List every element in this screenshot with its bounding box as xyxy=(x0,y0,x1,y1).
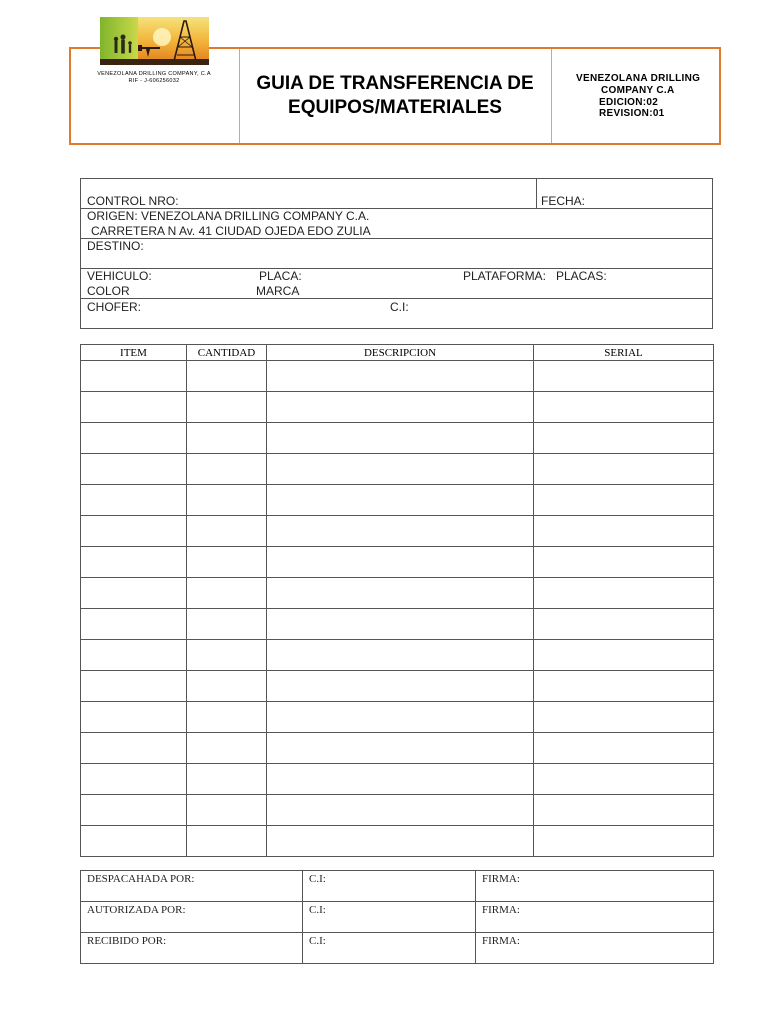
item-cell[interactable] xyxy=(81,392,187,423)
table-row xyxy=(81,392,714,423)
item-cell[interactable] xyxy=(81,702,187,733)
origen-address: CARRETERA N Av. 41 CIUDAD OJEDA EDO ZULIA xyxy=(91,224,371,238)
table-row xyxy=(81,795,714,826)
item-cell[interactable] xyxy=(81,516,187,547)
descripcion-column-header: DESCRIPCION xyxy=(267,345,534,361)
plataforma-label: PLATAFORMA: xyxy=(463,269,546,283)
item-cell[interactable] xyxy=(81,795,187,826)
serial-cell[interactable] xyxy=(534,826,714,857)
header-edition: EDICION:02 xyxy=(599,97,659,108)
cantidad-cell[interactable] xyxy=(187,795,267,826)
vehiculo-label: VEHICULO: xyxy=(87,269,152,283)
items-header-row xyxy=(81,345,714,361)
cantidad-cell[interactable] xyxy=(187,671,267,702)
control-nro-label: CONTROL NRO: xyxy=(87,194,179,208)
header-divider-right xyxy=(551,49,552,143)
serial-cell[interactable] xyxy=(534,423,714,454)
header-company-suffix: COMPANY C.A xyxy=(601,85,675,96)
cantidad-cell[interactable] xyxy=(187,547,267,578)
table-row xyxy=(81,609,714,640)
table-row xyxy=(81,361,714,392)
marca-label: MARCA xyxy=(256,284,300,298)
descripcion-cell[interactable] xyxy=(267,423,534,454)
despachada-firma-field[interactable]: FIRMA: xyxy=(476,871,714,902)
table-row xyxy=(81,733,714,764)
table-row xyxy=(81,578,714,609)
serial-cell[interactable] xyxy=(534,361,714,392)
table-row xyxy=(81,423,714,454)
title-line-1: GUIA DE TRANSFERENCIA DE xyxy=(256,73,534,94)
item-cell[interactable] xyxy=(81,609,187,640)
cantidad-cell[interactable] xyxy=(187,423,267,454)
destino-label: DESTINO: xyxy=(87,239,144,253)
cantidad-cell[interactable] xyxy=(187,640,267,671)
descripcion-cell[interactable] xyxy=(267,485,534,516)
table-row xyxy=(81,454,714,485)
color-label: COLOR xyxy=(87,284,130,298)
table-row xyxy=(81,826,714,857)
cantidad-cell[interactable] xyxy=(187,392,267,423)
serial-cell[interactable] xyxy=(534,392,714,423)
signature-row xyxy=(81,933,714,964)
logo-company-caption: VENEZOLANA DRILLING COMPANY, C.A xyxy=(97,71,211,77)
serial-cell[interactable] xyxy=(534,547,714,578)
descripcion-cell[interactable] xyxy=(267,733,534,764)
fecha-divider xyxy=(536,179,537,209)
info-row-divider xyxy=(81,298,712,299)
items-table xyxy=(80,344,714,857)
serial-cell[interactable] xyxy=(534,671,714,702)
chofer-ci-label: C.I: xyxy=(390,300,409,314)
cantidad-cell[interactable] xyxy=(187,764,267,795)
autorizada-firma-field[interactable]: FIRMA: xyxy=(476,902,714,933)
placas-label: PLACAS: xyxy=(556,269,607,283)
fecha-label: FECHA: xyxy=(541,194,586,208)
signature-row xyxy=(81,871,714,902)
info-row-divider xyxy=(81,268,712,269)
signature-table xyxy=(80,870,714,964)
recibido-firma-field[interactable]: FIRMA: xyxy=(476,933,714,964)
serial-cell[interactable] xyxy=(534,733,714,764)
origen-label: ORIGEN: VENEZOLANA DRILLING COMPANY C.A. xyxy=(87,209,370,223)
item-cell[interactable] xyxy=(81,764,187,795)
cantidad-cell[interactable] xyxy=(187,361,267,392)
item-cell[interactable] xyxy=(81,547,187,578)
item-cell[interactable] xyxy=(81,671,187,702)
item-cell[interactable] xyxy=(81,361,187,392)
serial-cell[interactable] xyxy=(534,764,714,795)
descripcion-cell[interactable] xyxy=(267,609,534,640)
descripcion-cell[interactable] xyxy=(267,702,534,733)
recibido-por-field[interactable]: RECIBIDO POR: xyxy=(81,933,303,964)
serial-cell[interactable] xyxy=(534,516,714,547)
item-cell[interactable] xyxy=(81,578,187,609)
descripcion-cell[interactable] xyxy=(267,578,534,609)
descripcion-cell[interactable] xyxy=(267,795,534,826)
descripcion-cell[interactable] xyxy=(267,640,534,671)
table-row xyxy=(81,764,714,795)
signature-row xyxy=(81,902,714,933)
descripcion-cell[interactable] xyxy=(267,516,534,547)
oil-rig-sunset-logo-icon xyxy=(100,17,209,65)
cantidad-cell[interactable] xyxy=(187,702,267,733)
item-cell[interactable] xyxy=(81,423,187,454)
autorizada-por-field[interactable]: AUTORIZADA POR: xyxy=(81,902,303,933)
header-revision: REVISION:01 xyxy=(599,108,665,119)
item-cell[interactable] xyxy=(81,826,187,857)
cantidad-cell[interactable] xyxy=(187,826,267,857)
item-cell[interactable] xyxy=(81,733,187,764)
serial-cell[interactable] xyxy=(534,485,714,516)
cantidad-column-header: CANTIDAD xyxy=(187,345,267,361)
serial-column-header: SERIAL xyxy=(534,345,714,361)
table-row xyxy=(81,547,714,578)
serial-cell[interactable] xyxy=(534,795,714,826)
cantidad-cell[interactable] xyxy=(187,454,267,485)
cantidad-cell[interactable] xyxy=(187,609,267,640)
item-cell[interactable] xyxy=(81,485,187,516)
descripcion-cell[interactable] xyxy=(267,361,534,392)
table-row xyxy=(81,516,714,547)
descripcion-cell[interactable] xyxy=(267,671,534,702)
recibido-ci-field[interactable]: C.I: xyxy=(303,933,476,964)
table-row xyxy=(81,640,714,671)
table-row xyxy=(81,485,714,516)
table-row xyxy=(81,702,714,733)
serial-cell[interactable] xyxy=(534,454,714,485)
header-company-name: VENEZOLANA DRILLING xyxy=(576,73,701,84)
shipment-info-box xyxy=(80,178,713,329)
cantidad-cell[interactable] xyxy=(187,733,267,764)
cantidad-cell[interactable] xyxy=(187,485,267,516)
descripcion-cell[interactable] xyxy=(267,764,534,795)
serial-cell[interactable] xyxy=(534,609,714,640)
despachada-ci-field[interactable]: C.I: xyxy=(303,871,476,902)
cantidad-cell[interactable] xyxy=(187,578,267,609)
info-row-divider xyxy=(81,238,712,239)
document-title xyxy=(240,72,550,120)
placa-label: PLACA: xyxy=(259,269,302,283)
serial-cell[interactable] xyxy=(534,578,714,609)
descripcion-cell[interactable] xyxy=(267,547,534,578)
title-line-2: EQUIPOS/MATERIALES xyxy=(288,97,502,118)
item-column-header: ITEM xyxy=(81,345,187,361)
item-cell[interactable] xyxy=(81,640,187,671)
autorizada-ci-field[interactable]: C.I: xyxy=(303,902,476,933)
serial-cell[interactable] xyxy=(534,640,714,671)
cantidad-cell[interactable] xyxy=(187,516,267,547)
table-row xyxy=(81,671,714,702)
descripcion-cell[interactable] xyxy=(267,392,534,423)
serial-cell[interactable] xyxy=(534,702,714,733)
chofer-label: CHOFER: xyxy=(87,300,141,314)
item-cell[interactable] xyxy=(81,454,187,485)
despachada-por-field[interactable]: DESPACAHADA POR: xyxy=(81,871,303,902)
logo-rif-caption: RIF - J-606256032 xyxy=(128,78,180,84)
descripcion-cell[interactable] xyxy=(267,826,534,857)
descripcion-cell[interactable] xyxy=(267,454,534,485)
